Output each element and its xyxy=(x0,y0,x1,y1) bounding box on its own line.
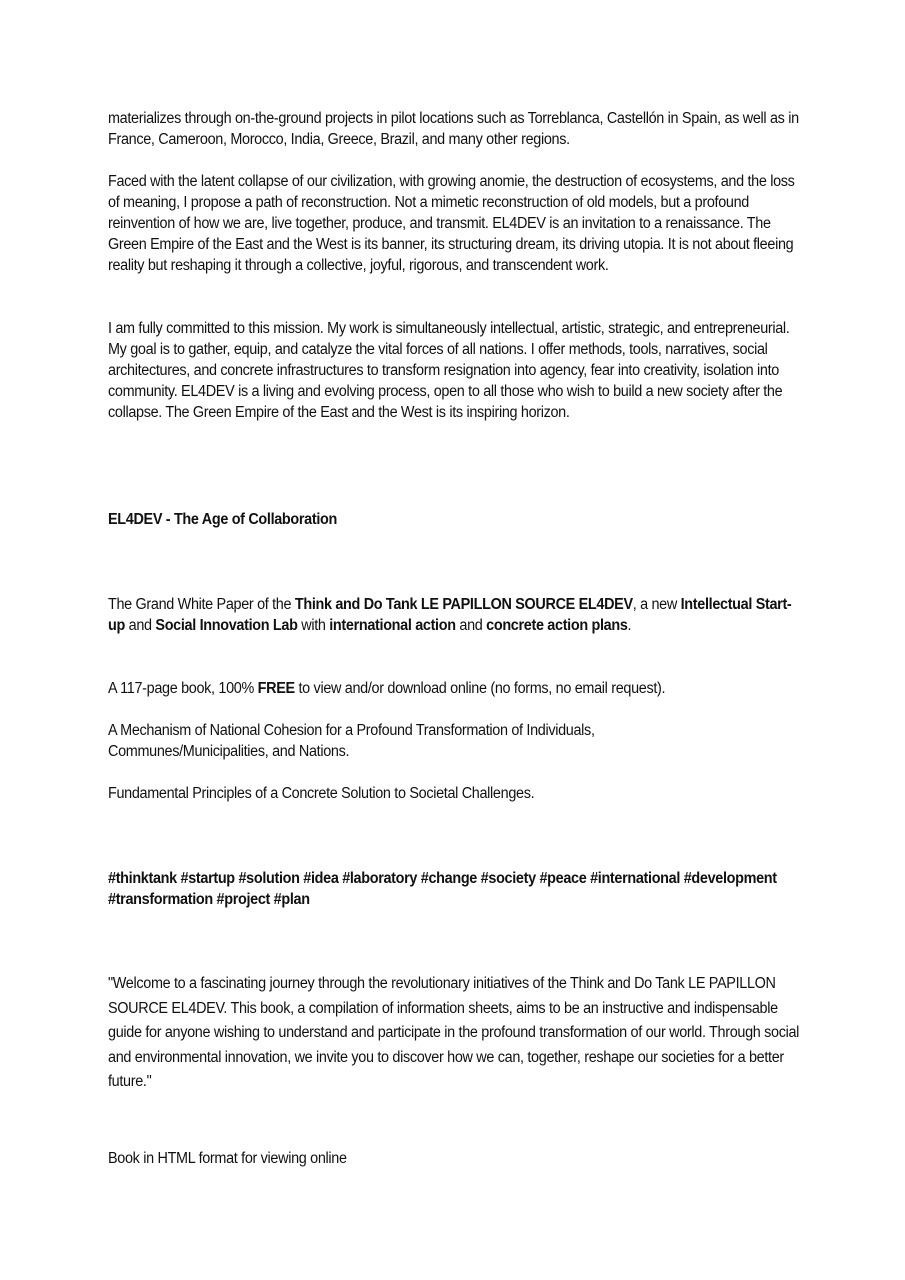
paragraph-mechanism: A Mechanism of National Cohesion for a Profound Transformation of Individuals, Communes/Municipalities, and Nations. xyxy=(108,722,595,760)
paragraph-white-paper: The Grand White Paper of the Think and Do Tank LE PAPILLON SOURCE EL4DEV, a new Intellectual Start-up and Social Innovation Lab with international action and concrete action plans. xyxy=(108,596,792,634)
html-format-line: Book in HTML format for viewing online xyxy=(108,1150,347,1167)
paragraph-mission: I am fully committed to this mission. My work is simultaneously intellectual, artistic, strategic, and entrepreneurial. My goal is to gather, equip, and catalyze the vital forces of all nations. I offer methods, tools, narratives, social architectures, and concrete infrastructures to transform resignation into agency, fear into creativity, isolation into community. EL4DEV is a living and evolving process, open to all those who wish to build a new society after the collapse. The Green Empire of the East and the West is its inspiring horizon. xyxy=(108,320,790,421)
paragraph-reconstruction: Faced with the latent collapse of our civilization, with growing anomie, the destruction of ecosystems, and the loss of meaning, I propose a path of reconstruction. Not a mimetic reconstruction of old models, but a profound reinvention of how we are, live together, produce, and transmit. EL4DEV is an invitation to a renaissance. The Green Empire of the East and the West is its banner, its structuring dream, its driving utopia. It is not about fleeing reality but reshaping it through a collective, joyful, rigorous, and transcendent work. xyxy=(108,173,795,274)
paragraph-principles: Fundamental Principles of a Concrete Solution to Societal Challenges. xyxy=(108,785,535,802)
section-heading: EL4DEV - The Age of Collaboration xyxy=(108,511,337,528)
paragraph-quote: "Welcome to a fascinating journey through the revolutionary initiatives of the Think and Do Tank LE PAPILLON SOURCE EL4DEV. This book, a compilation of information sheets, aims to be an instructive and indispensable guide for anyone wishing to understand and participate in the profound transformation of our world. Through social and environmental innovation, we invite you to discover how we can, together, reshape our societies for a better future." xyxy=(108,975,800,1090)
hashtags: #thinktank #startup #solution #idea #laboratory #change #society #peace #international #development #transformation #project #plan xyxy=(108,870,777,908)
paragraph-free-book: A 117-page book, 100% FREE to view and/or download online (no forms, no email request). xyxy=(108,680,666,697)
paragraph-pilot-locations: materializes through on-the-ground projects in pilot locations such as Torreblanca, Castellón in Spain, as well as in France, Cameroon, Morocco, India, Greece, Brazil, and many other regions. xyxy=(108,110,799,148)
